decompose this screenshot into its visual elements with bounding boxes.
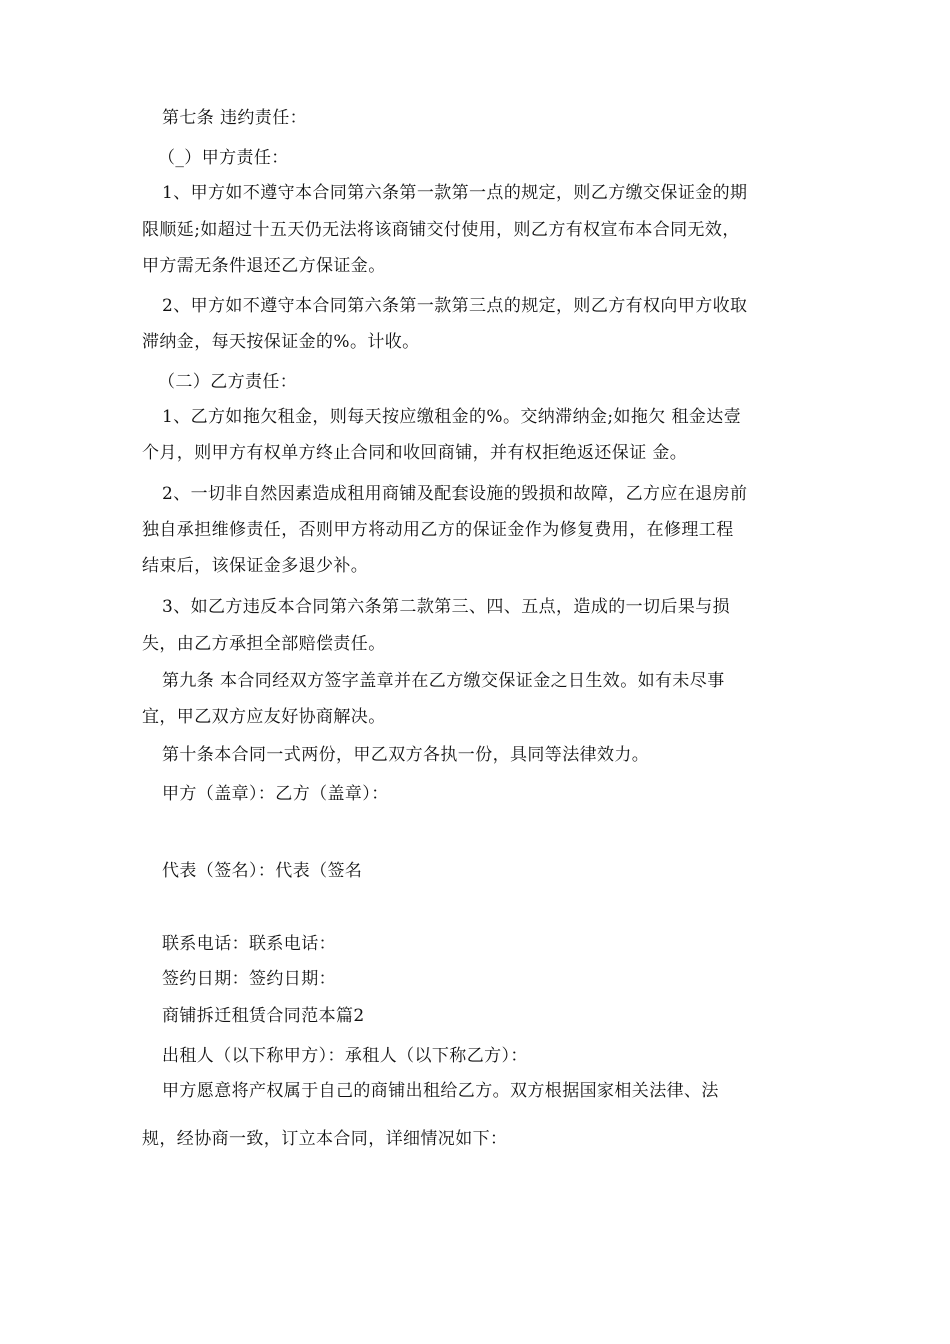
paragraph-line: 结束后，该保证金多退少补。: [142, 556, 369, 576]
paragraph-line: 失，由乙方承担全部赔偿责任。: [142, 634, 386, 654]
article-9-line: 第九条 本合同经双方签字盖章并在乙方缴交保证金之日生效。如有未尽事: [162, 671, 725, 691]
paragraph-line: 独自承担维修责任，否则甲方将动用乙方的保证金作为修复费用，在修理工程: [142, 520, 734, 540]
party-a-liability-heading: （_）甲方责任：: [158, 148, 289, 168]
paragraph-line: 1、甲方如不遵守本合同第六条第一款第一点的规定，则乙方缴交保证金的期: [162, 183, 748, 203]
paragraph-line: 个月，则甲方有权单方终止合同和收回商铺，并有权拒绝返还保证 金。: [142, 443, 688, 463]
paragraph-line: 宜，甲乙双方应友好协商解决。: [142, 707, 386, 727]
paragraph-line: 滞纳金，每天按保证金的%。计收。: [142, 332, 420, 352]
paragraph-line: 2、一切非自然因素造成租用商铺及配套设施的毁损和故障，乙方应在退房前: [162, 484, 748, 504]
signature-line: 代表（签名）：代表（签名: [162, 861, 363, 881]
paragraph-line: 规，经协商一致，订立本合同，详细情况如下：: [142, 1129, 508, 1149]
party-b-liability-heading: （二）乙方责任：: [158, 372, 298, 392]
paragraph-line: 3、如乙方违反本合同第六条第二款第三、四、五点，造成的一切后果与损: [162, 597, 731, 617]
paragraph-line: 甲方需无条件退还乙方保证金。: [142, 256, 386, 276]
article-7-heading: 第七条 违约责任：: [162, 108, 308, 128]
seal-line: 甲方（盖章）：乙方（盖章）：: [162, 784, 389, 804]
paragraph-line: 甲方愿意将产权属于自己的商铺出租给乙方。双方根据国家相关法律、法: [162, 1081, 719, 1101]
parties-line: 出租人（以下称甲方）：承租人（以下称乙方）：: [162, 1046, 528, 1066]
phone-line: 联系电话：联系电话：: [162, 934, 336, 954]
paragraph-line: 2、甲方如不遵守本合同第六条第一款第三点的规定，则乙方有权向甲方收取: [162, 296, 748, 316]
paragraph-line: 1、乙方如拖欠租金，则每天按应缴租金的%。交纳滞纳金;如拖欠 租金达壹: [162, 407, 742, 427]
article-10-line: 第十条本合同一式两份，甲乙双方各执一份，具同等法律效力。: [162, 745, 650, 765]
paragraph-line: 限顺延;如超过十五天仍无法将该商铺交付使用，则乙方有权宣布本合同无效，: [142, 220, 740, 240]
date-line: 签约日期：签约日期：: [162, 969, 336, 989]
section-title: 商铺拆迁租赁合同范本篇2: [162, 1006, 365, 1026]
